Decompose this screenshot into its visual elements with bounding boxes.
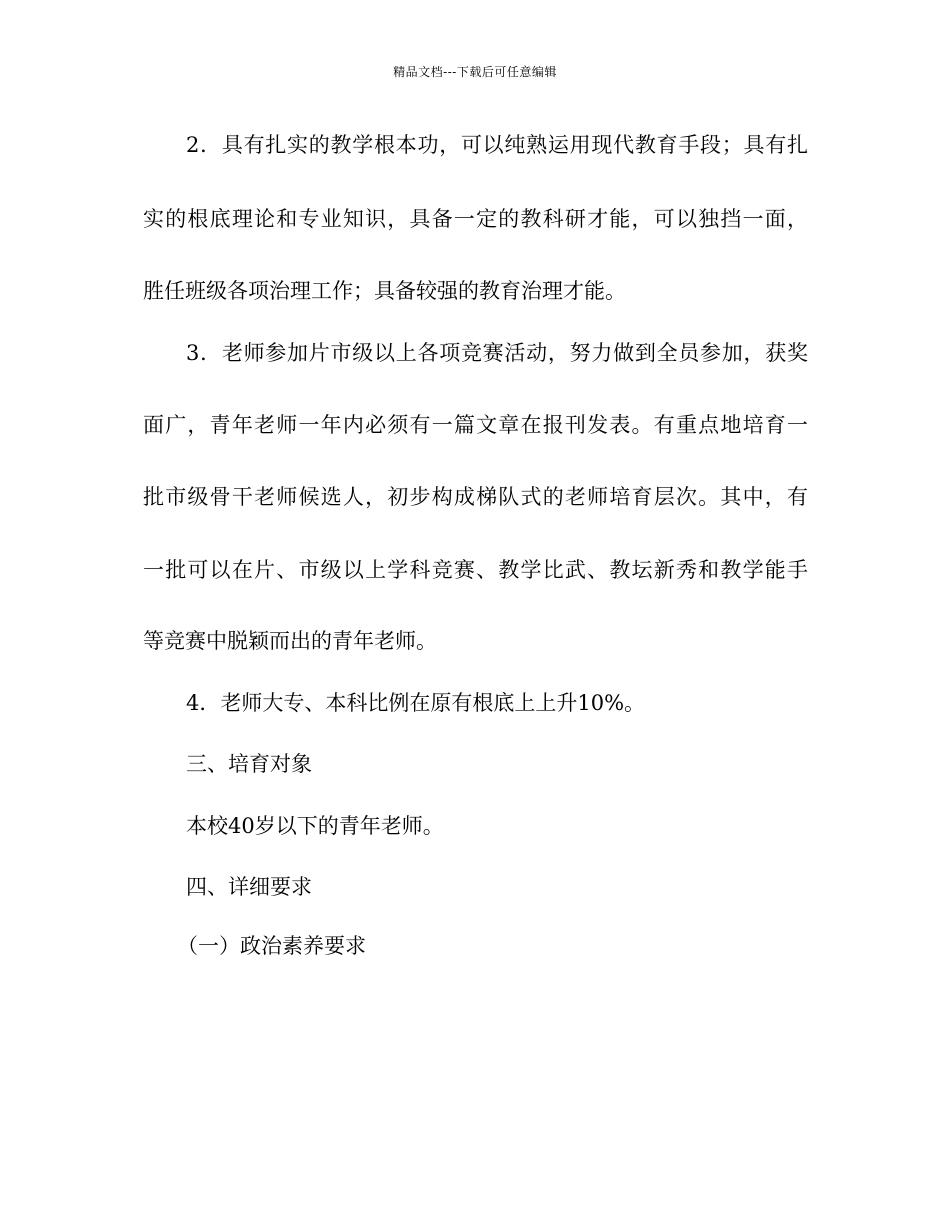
section-3-title: 三、培育对象	[186, 752, 312, 776]
section-3-body: 本校40岁以下的青年老师。	[186, 814, 444, 838]
subsection-1-title: （一）政治素养要求	[177, 934, 366, 958]
paragraph-2-line-3: 胜任班级各项治理工作；具备较强的教育治理才能。	[143, 279, 626, 303]
paragraph-3-line-3: 批市级骨干老师候选人，初步构成梯队式的老师培育层次。其中，有	[143, 485, 808, 509]
section-4-title: 四、详细要求	[186, 875, 312, 899]
paragraph-3-line-4: 一批可以在片、市级以上学科竞赛、教学比武、教坛新秀和教学能手	[143, 558, 808, 582]
paragraph-2-line-2: 实的根底理论和专业知识，具备一定的教科研才能，可以独挡一面，	[143, 207, 808, 231]
paragraph-2-line-1: 2．具有扎实的教学根本功，可以纯熟运用现代教育手段；具有扎	[186, 133, 808, 157]
paragraph-4: 4．老师大专、本科比例在原有根底上上升10%。	[186, 691, 646, 715]
paragraph-3-line-2: 面广，青年老师一年内必须有一篇文章在报刊发表。有重点地培育一	[143, 413, 808, 437]
paragraph-3-line-1: 3．老师参加片市级以上各项竞赛活动，努力做到全员参加，获奖	[186, 341, 808, 365]
page-header: 精品文档---下载后可任意编辑	[393, 65, 557, 79]
paragraph-3-line-5: 等竞赛中脱颖而出的青年老师。	[143, 629, 437, 653]
